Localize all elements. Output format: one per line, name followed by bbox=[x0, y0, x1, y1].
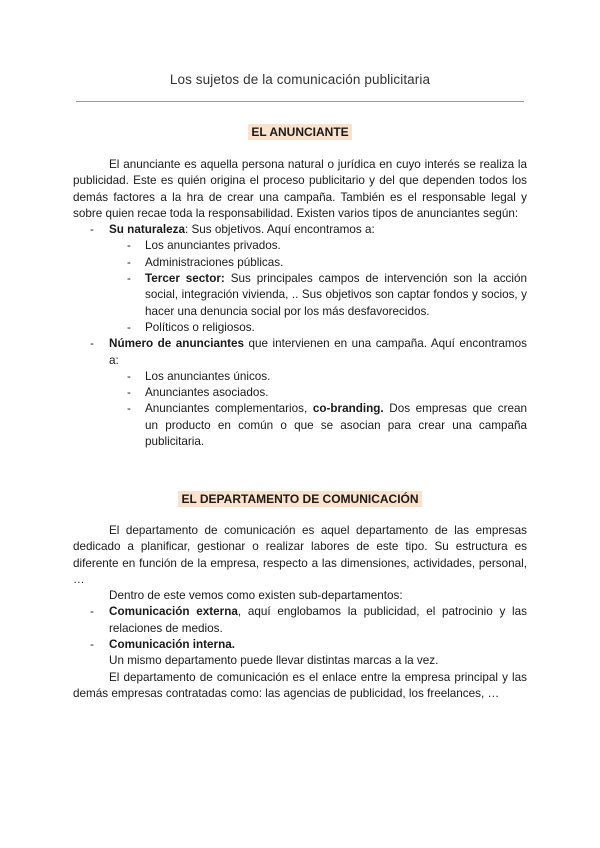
bullet-dash: - bbox=[90, 605, 94, 619]
list-item-text: : Sus objetivos. Aquí encontramos a: bbox=[185, 223, 375, 237]
list-subitem-label: Tercer sector: bbox=[145, 272, 225, 286]
section-heading-text: EL DEPARTAMENTO DE COMUNICACIÓN bbox=[178, 491, 421, 507]
anunciante-intro-paragraph: El anunciante es aquella persona natural o jurídica en cuyo interés se realiza la publicidad. Este es quién origina el proceso publicitario y del que dependen todos los demás factores a la hra de crear una campaña. También es el responsable legal y sobre quien recae toda la responsabilidad. Existen varios tipos de anunciantes según: bbox=[73, 158, 527, 220]
subdepartamentos-intro: Dentro de este vemos como existen sub-departamentos: bbox=[109, 589, 403, 603]
section-heading-departamento bbox=[0, 491, 600, 507]
bullet-dash: - bbox=[127, 320, 131, 334]
bullet-dash: - bbox=[127, 239, 131, 253]
bullet-dash: - bbox=[127, 369, 131, 383]
list-subitem-text: Los anunciantes privados. bbox=[145, 239, 281, 253]
list-subitem-text: Anunciantes asociados. bbox=[145, 386, 269, 400]
section-anunciante-body bbox=[73, 157, 527, 450]
list-item-comunicacion-externa bbox=[73, 604, 527, 637]
list-subitem bbox=[73, 385, 527, 401]
bullet-dash: - bbox=[127, 386, 131, 400]
list-item-label: Comunicación interna. bbox=[109, 638, 235, 652]
section-departamento-body bbox=[73, 523, 527, 702]
list-item-label: Su naturaleza bbox=[109, 223, 185, 237]
departamento-closing-paragraph: El departamento de comunicación es el enlace entre la empresa principal y las demás empresas contratadas como: las agencias de publicidad, los freelances, … bbox=[73, 670, 527, 700]
bullet-dash: - bbox=[127, 272, 131, 286]
list-item-numero-anunciantes bbox=[73, 336, 527, 369]
list-subitem-text-continued: Dos empresas que crean un producto en común o que se asocian para crear una campaña publicitaria. bbox=[145, 402, 528, 449]
list-subitem bbox=[73, 369, 527, 385]
page-header-title: Los sujetos de la comunicación publicitaria bbox=[169, 72, 431, 87]
list-item-naturaleza bbox=[73, 222, 527, 238]
list-subitem-co-branding bbox=[73, 401, 527, 450]
list-subitem bbox=[73, 238, 527, 254]
list-subitem-text: Administraciones públicas. bbox=[145, 255, 284, 269]
list-subitem bbox=[73, 255, 527, 271]
list-item-label: Número de anunciantes bbox=[109, 337, 244, 351]
marcas-note: Un mismo departamento puede llevar distintas marcas a la vez. bbox=[109, 654, 439, 668]
departamento-intro-paragraph: El departamento de comunicación es aquel departamento de las empresas dedicado a planificar, gestionar o realizar labores de este tipo. Su estructura es diferente en función de la empresa, respecto a las dimensiones, actividades, personal, … bbox=[73, 524, 527, 586]
bullet-dash: - bbox=[90, 337, 94, 351]
list-subitem bbox=[73, 320, 527, 336]
list-item-text: , aquí englobamos la publicidad, el patrocinio y las relaciones de medios. bbox=[109, 605, 528, 635]
list-item-text: que intervienen en una campaña. Aquí encontramos a: bbox=[109, 337, 527, 367]
list-item-comunicacion-interna bbox=[73, 637, 527, 653]
list-subitem-text: Los anunciantes únicos. bbox=[145, 369, 271, 383]
list-item-label: Comunicación externa bbox=[109, 605, 238, 619]
list-subitem-tercer-sector bbox=[73, 271, 527, 320]
section-heading-anunciante bbox=[0, 124, 600, 140]
header-divider bbox=[76, 101, 524, 102]
list-subitem-text: Anunciantes complementarios, bbox=[145, 402, 313, 416]
bullet-dash: - bbox=[90, 638, 94, 652]
list-subitem-label: co-branding. bbox=[312, 402, 384, 416]
list-subitem-text: Políticos o religiosos. bbox=[145, 320, 255, 334]
section-heading-text: EL ANUNCIANTE bbox=[248, 124, 351, 140]
bullet-dash: - bbox=[127, 255, 131, 269]
bullet-dash: - bbox=[127, 402, 131, 416]
bullet-dash: - bbox=[90, 223, 94, 237]
list-subitem-text: Sus principales campos de intervención son la acción social, integración vivienda, .. Sus objetivos son captar fondos y socios, y hacer una denuncia social por los más desfavorecidos. bbox=[145, 272, 527, 318]
